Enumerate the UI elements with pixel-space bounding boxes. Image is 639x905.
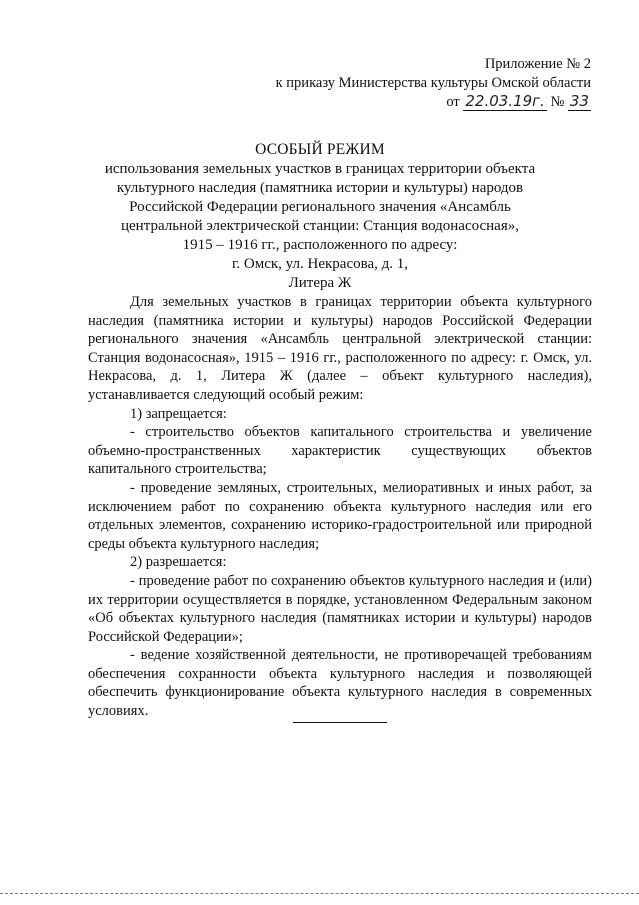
end-divider	[293, 722, 387, 723]
handwritten-date: 22.03.19г.	[465, 92, 545, 110]
allowed-item: - ведение хозяйственной деятельности, не противоречащей требованиям обеспечения сохранности объекта культурного наследия и позволяющей обеспечить функционирование объекта культурного наследия в современных условиях.	[88, 647, 592, 720]
title-line: Литера Ж	[288, 275, 352, 291]
title-main: ОСОБЫЙ РЕЖИМ	[255, 141, 385, 158]
prohibited-item: - проведение земляных, строительных, мелиоративных и иных работ, за исключением работ по сохранению объекта культурного наследия или его отдельных элементов, сохранению историко-градостроительной или природной среды объекта культурного наследия;	[88, 479, 592, 552]
title-line: 1915 – 1916 гг., расположенного по адресу:	[182, 237, 458, 253]
page-bottom-edge	[0, 893, 639, 894]
allowed-item: - проведение работ по сохранению объектов культурного наследия и (или) их территории осуществляется в порядке, установленном Федеральным законом «Об объектах культурного наследия (памятниках истории и культуры) народов Российской Федерации»;	[88, 572, 592, 645]
intro-paragraph: Для земельных участков в границах территории объекта культурного наследия (памятника истории и культуры) народов Российской Федерации регионального значения «Ансамбль центральной электрической станции: Станция водонасосная», 1915 – 1916 гг., расположенного по адресу: г. Омск, ул. Некрасова, д. 1, Литера Ж (далее – объект культурного наследия), устанавливается следующий особый режим:	[88, 294, 592, 403]
date-prefix: от	[446, 94, 460, 110]
title-line: г. Омск, ул. Некрасова, д. 1,	[231, 256, 409, 272]
prohibited-item: - строительство объектов капитального строительства и увеличение объемно-пространственных характеристик существующих объектов капитального строительства;	[88, 424, 592, 478]
appendix-header	[276, 55, 591, 112]
handwritten-number: 33	[569, 92, 589, 110]
prohibited-heading: 1) запрещается:	[130, 405, 227, 422]
order-reference: к приказу Министерства культуры Омской области	[275, 75, 591, 91]
document-title	[80, 140, 560, 293]
title-line: культурного наследия (памятника истории и культуры) народов	[116, 180, 524, 196]
title-line: использования земельных участков в границах территории объекта	[104, 161, 536, 177]
allowed-heading: 2) разрешается:	[130, 554, 227, 571]
number-prefix: №	[550, 94, 565, 110]
title-line: Российской Федерации регионального значения «Ансамбль	[129, 199, 511, 215]
title-line: центральной электрической станции: Станция водонасосная»,	[121, 218, 519, 234]
document-body	[88, 293, 592, 721]
appendix-label: Приложение № 2	[484, 56, 591, 72]
order-date-number-row	[276, 93, 591, 112]
